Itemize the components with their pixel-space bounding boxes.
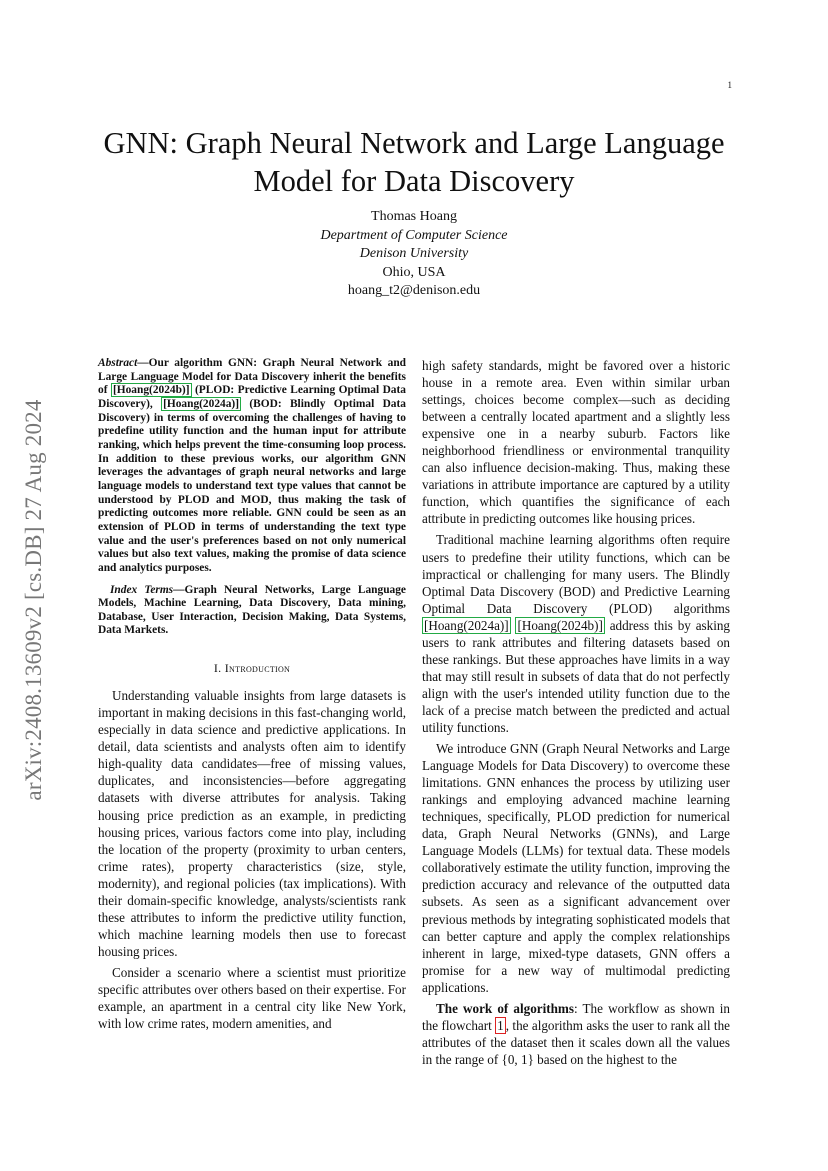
- intro-p3-text-2: address this by asking users to rank attributes and filtering datasets based on these rankings. But these approaches have limits in a way that may still result in subsets of data that do not perfectly align with the user's intended utility function due to the lack of a precise match between the predicted and actual utility functions.: [422, 617, 730, 735]
- left-column: [98, 357, 406, 1036]
- intro-paragraph-5: [422, 1000, 730, 1068]
- author-department: Department of Computer Science: [320, 227, 508, 243]
- citation-link-hoang-2024a-2[interactable]: [Hoang(2024a)]: [424, 617, 509, 633]
- index-terms-text: —Graph Neural Networks, Large Language Models, Machine Learning, Data Discovery, Data mining, Database, User Interaction, Decision Making, Data Systems, Data Markets.: [98, 583, 406, 637]
- intro-p5-text-1: : The workflow as shown in the flowchart: [422, 1000, 730, 1033]
- figure-reference-link[interactable]: 1: [497, 1017, 504, 1033]
- intro-paragraph-1: Understanding valuable insights from large datasets is important in making decisions in this fast-changing world, especially in data science and predictive applications. In detail, data scientists and analysts often aim to identify high-quality data candidates—free of missing values, duplicates, and inconsistencies—before aggregating datasets with diverse attributes for analysis. Taking housing price prediction as an example, in predicting housing prices, various factors come into play, including the location of the property (proximity to urban centers, crime rates), property characteristics (size, style, modernity), and regional policies (tax implications). With their domain-specific knowledge, analysts/scientists rank these attributes to inform the predictive utility function, which machine learning models then use to forecast housing prices.: [98, 688, 406, 959]
- author-block: [200, 208, 628, 301]
- section-number: I.: [213, 661, 222, 676]
- index-terms: [98, 584, 406, 639]
- intro-paragraph-2-start: Consider a scenario where a scientist must prioritize specific attributes over others based on their expertise. For example, an apartment in a central city like New York, with low crime rates, modern amenities, and: [98, 964, 406, 1032]
- section-heading-introduction: [98, 660, 406, 677]
- right-column: [422, 357, 730, 1072]
- abstract-text-2: (PLOD: Predictive Learning Optimal Data Discovery),: [98, 384, 406, 410]
- author-university: Denison University: [359, 246, 469, 261]
- intro-p5-text-2: , the algorithm asks the user to rank all the attributes of the dataset then it scales down all the values in the range of: [422, 1017, 730, 1067]
- intro-paragraph-3: [422, 531, 730, 736]
- paper-title: GNN: Graph Neural Network and Large Language Model for Data Discovery: [103, 126, 725, 198]
- intro-p3-text-1: Traditional machine learning algorithms often require users to predefine their utility functions, which can be impractical or challenging for many users. The Blindly Optimal Data Discovery (BOD) and Predictive Learning Optimal Data Discovery (PLOD) algorithms: [422, 532, 730, 616]
- abstract-dash: —: [137, 357, 149, 369]
- author-name: Thomas Hoang: [371, 209, 457, 224]
- arxiv-identifier-text: arXiv:2408.13609v2 [cs.DB] 27 Aug 2024: [21, 399, 46, 801]
- intro-paragraph-4: We introduce GNN (Graph Neural Networks and Large Language Models for Data Discovery) to overcome these limitations. GNN enhances the process by utilizing user rankings and employing advanced machine learning techniques, specifically, PLOD prediction for numerical data, Graph Neural Networks (GNNs), and Large Language Models (LLMs) for textual data. These models collaboratively estimate the utility function, improving the prediction accuracy and relevance of the outputted data subsets. As seen as a significant advancement over previous methods by integrating sophisticated models that can better capture and apply the complex relationships inherent in large, mixed-type datasets, GNN offers a promise for a new way of multimodal predicting applications.: [422, 741, 730, 995]
- abstract-lead: Abstract: [98, 357, 138, 369]
- math-range: {0, 1}: [501, 1051, 534, 1067]
- workflow-lead: The work of algorithms: [436, 1000, 574, 1016]
- citation-link-hoang-2024b-2[interactable]: [Hoang(2024b)]: [517, 617, 603, 633]
- citation-link-hoang-2024a[interactable]: [Hoang(2024a)]: [163, 397, 239, 410]
- intro-paragraph-2-continued: high safety standards, might be favored over a historic house in a remote area. Even within similar urban settings, choices become complex—such as deciding between a centrally located apartment and a slightly less expensive one in a nearby suburb. Factors like neighborhood friendliness or environmental tranquility can also influence decision-making. Thus, making these variations in attribute importance are captured by a utility function, which quantifies the significance of each attribute in predicting outcomes like housing prices.: [422, 358, 730, 527]
- citation-link-hoang-2024b[interactable]: [Hoang(2024b)]: [112, 384, 190, 397]
- section-title: Introduction: [224, 661, 291, 676]
- arxiv-side-identifier: [18, 355, 50, 845]
- abstract-text-3: (BOD: Blindly Optimal Data Discovery) in terms of overcoming the challenges of having to predefine utility function and the human input for attribute ranking, which helps prevent the time-consuming loop process. In addition to these previous works, our algorithm GNN leverages the advantages of graph neural networks and large language models to understand text type values that cannot be understood by PLOD and MOD, thus making the task of predicting outcomes more reliable. GNN could be seen as an extension of PLOD in terms of understanding the text type value and the user's preferences based on not only numerical values but also text values, making the promise of data science and analytics purposes.: [98, 397, 406, 574]
- page-number: 1: [727, 80, 732, 90]
- author-location: Ohio, USA: [382, 264, 446, 280]
- intro-p5-text-3: based on the highest to the: [533, 1051, 677, 1067]
- author-email: hoang_t2@denison.edu: [347, 283, 481, 298]
- index-terms-lead: Index Terms: [110, 583, 174, 596]
- abstract: [98, 357, 406, 576]
- abstract-text-1: Our algorithm GNN: Graph Neural Network and Large Language Model for Data Discovery inherit the benefits of: [98, 357, 406, 397]
